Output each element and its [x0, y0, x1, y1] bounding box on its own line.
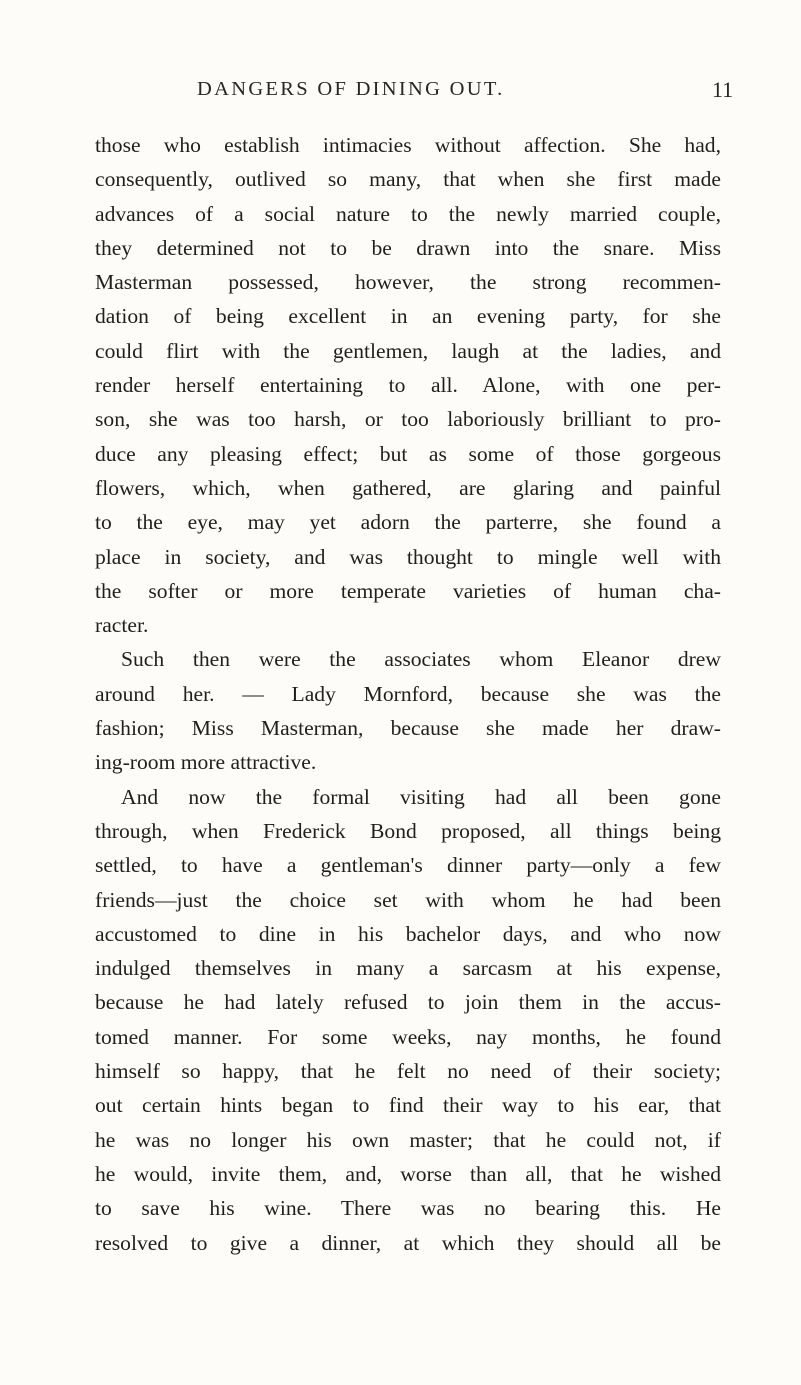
text-line: the softer or more temperate varieties of human cha- [95, 578, 721, 603]
body-text [95, 128, 721, 1260]
paragraph [95, 642, 721, 779]
text-line: settled, to have a gentleman's dinner party—only a few [95, 853, 721, 878]
text-line: around her. — Lady Mornford, because she was the [95, 681, 721, 706]
text-line: And now the formal visiting had all been gone [121, 784, 721, 809]
text-line: duce any pleasing effect; but as some of those gorgeous [95, 441, 721, 466]
text-line: himself so happy, that he felt no need of their society; [95, 1059, 721, 1084]
text-line: son, she was too harsh, or too laboriously brilliant to pro- [95, 407, 721, 432]
text-line: through, when Frederick Bond proposed, all things being [95, 818, 721, 843]
text-line: out certain hints began to find their way to his ear, that [95, 1093, 721, 1118]
text-line: ing-room more attractive. [95, 750, 317, 775]
paragraph [95, 128, 721, 642]
text-line: dation of being excellent in an evening party, for she [95, 304, 721, 329]
text-line: render herself entertaining to all. Alone, with one per- [95, 373, 721, 398]
text-line: place in society, and was thought to mingle well with [95, 544, 721, 569]
text-line: resolved to give a dinner, at which they should all be [95, 1230, 721, 1255]
text-line: to save his wine. There was no bearing this. He [95, 1196, 721, 1221]
text-line: Masterman possessed, however, the strong recommen- [95, 270, 721, 295]
text-line: because he had lately refused to join them in the accus- [95, 990, 721, 1015]
text-line: friends—just the choice set with whom he had been [95, 887, 721, 912]
text-line: accustomed to dine in his bachelor days, and who now [95, 921, 721, 946]
text-line: tomed manner. For some weeks, nay months, he found [95, 1024, 721, 1049]
page-number: 11 [712, 77, 734, 102]
paragraph [95, 780, 721, 1260]
text-line: fashion; Miss Masterman, because she made her draw- [95, 716, 721, 741]
running-head: DANGERS OF DINING OUT. [197, 78, 505, 100]
text-line: Such then were the associates whom Eleanor drew [121, 647, 721, 672]
text-line: he was no longer his own master; that he could not, if [95, 1127, 721, 1152]
text-line: consequently, outlived so many, that when she first made [95, 167, 721, 192]
text-line: indulged themselves in many a sarcasm at his expense, [95, 956, 721, 981]
text-line: racter. [95, 613, 149, 638]
text-line: those who establish intimacies without affection. She had, [95, 133, 721, 157]
text-line: could flirt with the gentlemen, laugh at the ladies, and [95, 338, 721, 363]
text-line: he would, invite them, and, worse than all, that he wished [95, 1161, 721, 1186]
text-line: flowers, which, when gathered, are glaring and painful [95, 475, 721, 500]
text-line: advances of a social nature to the newly married couple, [95, 201, 721, 226]
page-header [0, 78, 801, 108]
text-line: to the eye, may yet adorn the parterre, she found a [95, 510, 721, 535]
text-line: they determined not to be drawn into the snare. Miss [95, 235, 721, 260]
